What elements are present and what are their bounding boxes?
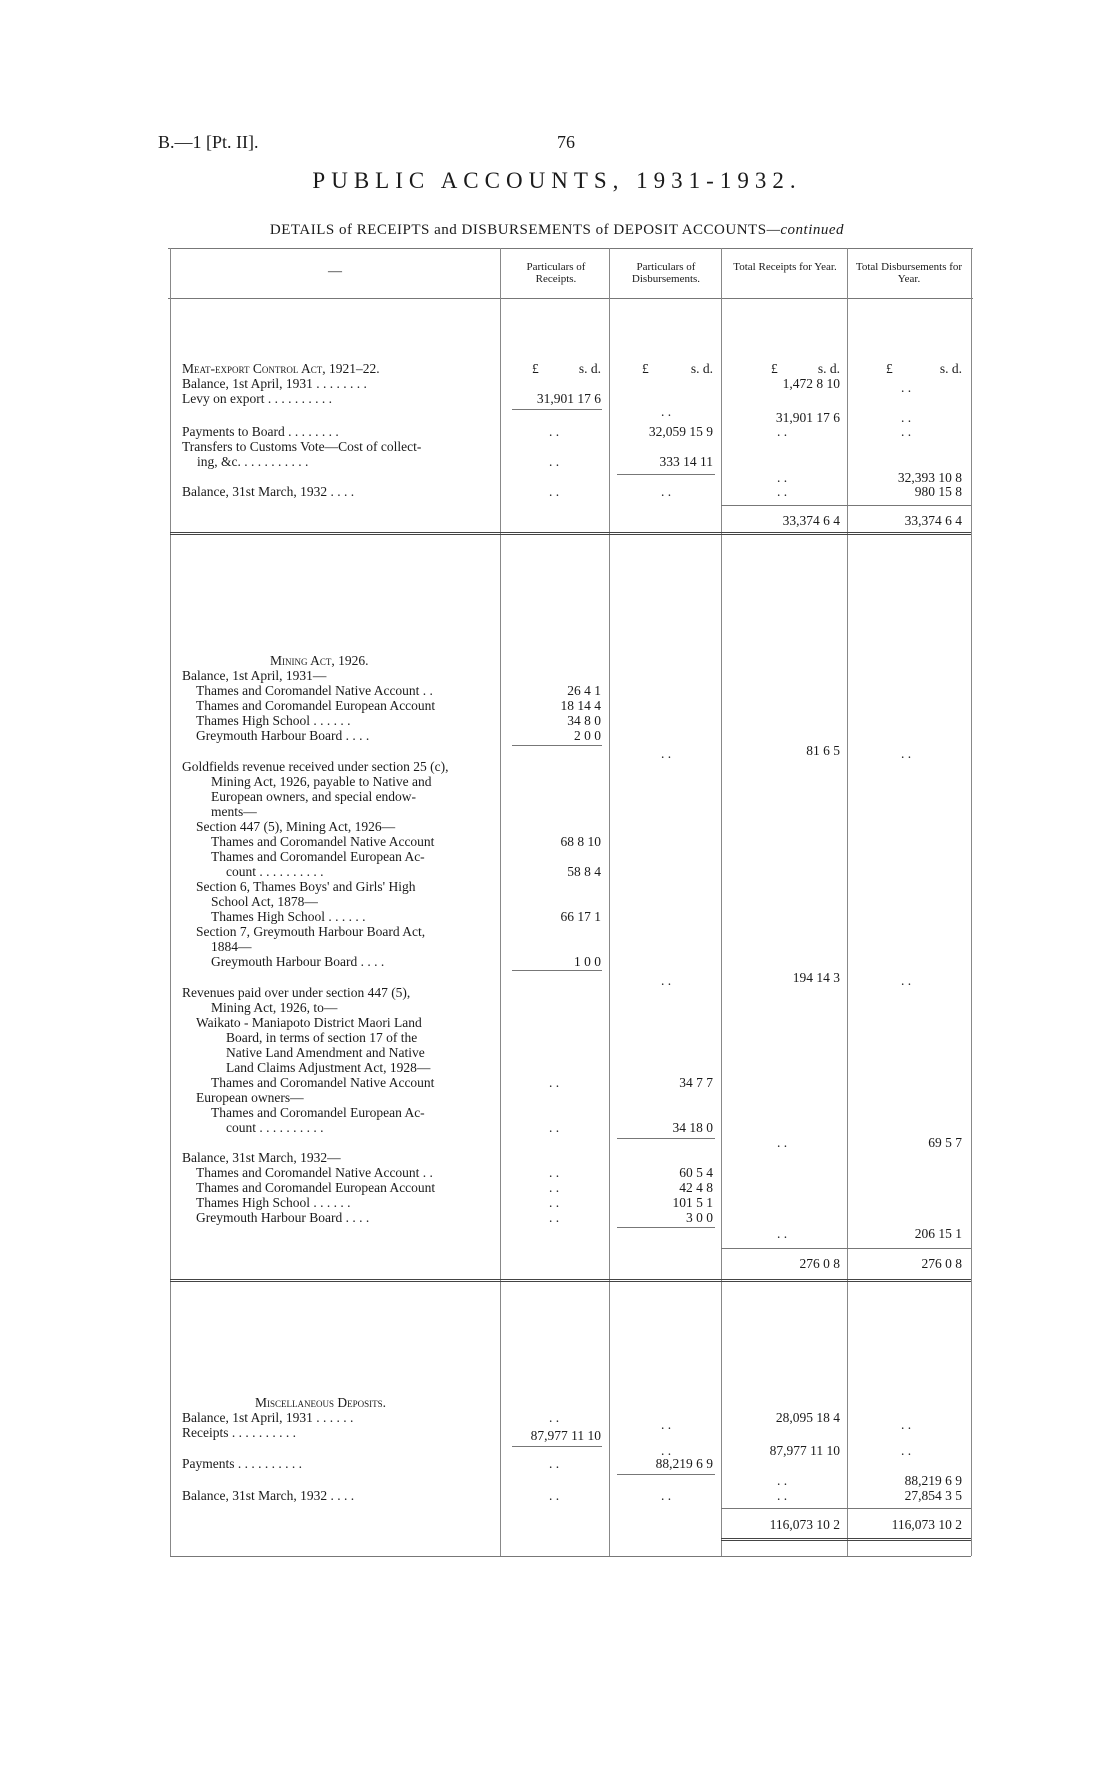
disb-amount: 3 0 0 xyxy=(686,1210,713,1225)
mining-line: European owners— xyxy=(196,1090,304,1105)
col-divider-3 xyxy=(721,248,722,1556)
mining-line: Mining Act, 1926, payable to Native and xyxy=(211,774,432,789)
section-end-rule xyxy=(170,532,971,535)
placeholder-dots: . . xyxy=(901,746,912,761)
mining-line: Thames High School . . . . . . xyxy=(196,713,351,728)
col-divider-1 xyxy=(500,248,501,1556)
placeholder-dots: . . xyxy=(549,1075,560,1090)
total-rule xyxy=(721,1248,971,1249)
subtotal-rule xyxy=(617,1227,715,1228)
total-receipts-opening: 81 6 5 xyxy=(806,743,840,758)
mining-line: Thames and Coromandel Native Account xyxy=(211,1075,435,1090)
total-receipts-goldfields: 194 14 3 xyxy=(792,970,840,985)
mining-line: 1884— xyxy=(211,939,252,954)
mining-line: European owners, and special endow- xyxy=(211,789,417,804)
sd-label: s. d. xyxy=(939,361,962,376)
table-right-border xyxy=(971,248,972,1556)
mining-line: Thames and Coromandel Native Account . . xyxy=(196,1165,433,1180)
line-receipts: Receipts . . . . . . . . . . xyxy=(182,1425,296,1440)
section-end-rule xyxy=(721,1538,971,1541)
placeholder-dots: . . xyxy=(549,424,560,439)
total-receipts-levy: 31,901 17 6 xyxy=(775,410,840,425)
placeholder-dots: . . xyxy=(661,1417,672,1432)
placeholder-dots: . . xyxy=(901,1417,912,1432)
grand-total-receipts: 33,374 6 4 xyxy=(782,513,840,528)
placeholder-dots: . . xyxy=(661,1443,672,1458)
pound-sign: £ xyxy=(642,361,649,376)
placeholder-dots: . . xyxy=(549,1488,560,1503)
mining-line: Board, in terms of section 17 of the xyxy=(226,1030,418,1045)
disb-payments: 88,219 6 9 xyxy=(655,1456,713,1471)
mining-line: Section 447 (5), Mining Act, 1926— xyxy=(196,819,396,834)
line-balance-close: Balance, 31st March, 1932 . . . . xyxy=(182,1488,355,1503)
placeholder-dots: . . xyxy=(901,380,912,395)
mining-line: ments— xyxy=(211,804,257,819)
total-disb-transfers: 32,393 10 8 xyxy=(897,470,962,485)
mining-line: Greymouth Harbour Board . . . . xyxy=(211,954,385,969)
sd-label: s. d. xyxy=(690,361,713,376)
mining-line: Thames and Coromandel European Ac- xyxy=(211,1105,425,1120)
placeholder-dots: . . xyxy=(777,1473,788,1488)
mining-line: Section 7, Greymouth Harbour Board Act, xyxy=(196,924,426,939)
section-heading: Miscellaneous Deposits. xyxy=(255,1395,387,1410)
placeholder-dots: . . xyxy=(661,404,672,419)
placeholder-dots: . . xyxy=(901,424,912,439)
col-header-disbursements: Particulars of Disbursements. xyxy=(631,261,701,285)
placeholder-dots: . . xyxy=(549,1165,560,1180)
mining-line: Waikato - Maniapoto District Maori Land xyxy=(196,1015,422,1030)
placeholder-dots: . . xyxy=(661,484,672,499)
placeholder-dots: . . xyxy=(549,1120,560,1135)
sd-label: s. d. xyxy=(817,361,840,376)
disb-transfers: 333 14 11 xyxy=(659,454,713,469)
placeholder-dots: . . xyxy=(777,484,788,499)
grand-total-disbursements: 116,073 10 2 xyxy=(891,1517,962,1532)
col-header-blank: — xyxy=(328,264,342,279)
col-divider-4 xyxy=(847,248,848,1556)
subtitle-continued: —continued xyxy=(766,222,845,238)
subtotal-rule xyxy=(512,745,602,746)
placeholder-dots: . . xyxy=(549,454,560,469)
receipt-amount: 18 14 4 xyxy=(560,698,601,713)
placeholder-dots: . . xyxy=(901,1443,912,1458)
document-reference: B.—1 [Pt. II]. xyxy=(158,132,259,152)
table-bottom-rule xyxy=(170,1556,971,1557)
disb-amount: 34 18 0 xyxy=(672,1120,713,1135)
receipt-amount: 87,977 11 10 xyxy=(530,1428,601,1443)
total-receipts-balance: 1,472 8 10 xyxy=(782,376,840,391)
table-left-border xyxy=(170,248,171,1556)
disb-amount: 34 7 7 xyxy=(679,1075,713,1090)
line-levy: Levy on export . . . . . . . . . . xyxy=(182,391,332,406)
mining-line: Balance, 31st March, 1932— xyxy=(182,1150,341,1165)
total-receipts-balance: 28,095 18 4 xyxy=(775,1410,840,1425)
placeholder-dots: . . xyxy=(777,1135,788,1150)
subtotal-rule xyxy=(617,474,715,475)
mining-line: Revenues paid over under section 447 (5), xyxy=(182,985,411,1000)
mining-line: Greymouth Harbour Board . . . . xyxy=(196,728,370,743)
page-subtitle xyxy=(0,222,1114,239)
header-bottom-rule xyxy=(168,298,973,299)
receipt-amount: 1 0 0 xyxy=(574,954,601,969)
placeholder-dots: . . xyxy=(549,1410,560,1425)
grand-total-receipts: 276 0 8 xyxy=(799,1256,840,1271)
placeholder-dots: . . xyxy=(777,1226,788,1241)
receipt-amount: 2 0 0 xyxy=(574,728,601,743)
line-payments: Payments . . . . . . . . . . xyxy=(182,1456,302,1471)
total-disb-revenues: 69 5 7 xyxy=(928,1135,962,1150)
receipt-amount: 68 8 10 xyxy=(560,834,601,849)
pound-sign: £ xyxy=(886,361,893,376)
mining-line: Thames High School . . . . . . xyxy=(211,909,366,924)
mining-line: Thames and Coromandel European Ac- xyxy=(211,849,425,864)
mining-line: Native Land Amendment and Native xyxy=(226,1045,425,1060)
mining-line: Thames and Coromandel European Account xyxy=(196,1180,436,1195)
line-transfers-cont: ing, &c. . . . . . . . . . . xyxy=(197,454,309,469)
mining-line: count . . . . . . . . . . xyxy=(226,864,324,879)
placeholder-dots: . . xyxy=(549,1456,560,1471)
total-receipts-receipts: 87,977 11 10 xyxy=(769,1443,840,1458)
placeholder-dots: . . xyxy=(777,424,788,439)
line-payments: Payments to Board . . . . . . . . xyxy=(182,424,339,439)
placeholder-dots: . . xyxy=(549,1210,560,1225)
col-header-receipts: Particulars of Receipts. xyxy=(526,261,586,285)
mining-line: Balance, 1st April, 1931— xyxy=(182,668,327,683)
placeholder-dots: . . xyxy=(901,973,912,988)
placeholder-dots: . . xyxy=(549,1195,560,1210)
receipt-amount: 66 17 1 xyxy=(560,909,601,924)
section-end-rule xyxy=(170,1279,971,1282)
disb-amount: 42 4 8 xyxy=(679,1180,713,1195)
subtotal-rule xyxy=(512,970,602,971)
col-header-total-disbursements: Total Disbursements for Year. xyxy=(855,261,963,285)
mining-line: Thames and Coromandel Native Account xyxy=(211,834,435,849)
total-disb-balance: 206 15 1 xyxy=(914,1226,962,1241)
grand-total-disbursements: 276 0 8 xyxy=(921,1256,962,1271)
disb-amount: 101 5 1 xyxy=(672,1195,713,1210)
mining-line: Goldfields revenue received under section 25 (c), xyxy=(182,759,449,774)
placeholder-dots: . . xyxy=(777,470,788,485)
sd-label: s. d. xyxy=(578,361,601,376)
pound-sign: £ xyxy=(771,361,778,376)
placeholder-dots: . . xyxy=(661,746,672,761)
line-balance-open: Balance, 1st April, 1931 . . . . . . xyxy=(182,1410,354,1425)
placeholder-dots: . . xyxy=(901,410,912,425)
total-rule xyxy=(721,1508,971,1509)
page-title: PUBLIC ACCOUNTS, 1931-1932. xyxy=(312,168,802,193)
mining-line: Land Claims Adjustment Act, 1928— xyxy=(226,1060,431,1075)
placeholder-dots: . . xyxy=(661,973,672,988)
receipt-amount: 58 8 4 xyxy=(567,864,601,879)
grand-total-receipts: 116,073 10 2 xyxy=(769,1517,840,1532)
subtotal-rule xyxy=(617,1474,715,1475)
section-heading: Mining Act, 1926. xyxy=(270,653,369,668)
mining-line: Thames High School . . . . . . xyxy=(196,1195,351,1210)
mining-line: count . . . . . . . . . . xyxy=(226,1120,324,1135)
subtitle-main: DETAILS of RECEIPTS and DISBURSEMENTS of DEPOSIT ACCOUNTS xyxy=(269,222,767,238)
section-heading: Meat-export Control Act, 1921–22. xyxy=(182,361,380,376)
placeholder-dots: . . xyxy=(549,1180,560,1195)
mining-line: School Act, 1878— xyxy=(211,894,318,909)
mining-line: Thames and Coromandel Native Account . . xyxy=(196,683,433,698)
placeholder-dots: . . xyxy=(549,484,560,499)
placeholder-dots: . . xyxy=(661,1488,672,1503)
line-balance-open: Balance, 1st April, 1931 . . . . . . . . xyxy=(182,376,367,391)
receipt-amount: 26 4 1 xyxy=(567,683,601,698)
grand-total-disbursements: 33,374 6 4 xyxy=(904,513,962,528)
receipt-levy: 31,901 17 6 xyxy=(536,391,601,406)
line-balance-close: Balance, 31st March, 1932 . . . . xyxy=(182,484,355,499)
disb-payments: 32,059 15 9 xyxy=(648,424,713,439)
total-rule xyxy=(721,505,971,506)
subtotal-rule xyxy=(617,1138,715,1139)
mining-line: Mining Act, 1926, to— xyxy=(211,1000,338,1015)
subtotal-rule xyxy=(512,1446,602,1447)
total-disb-payments: 88,219 6 9 xyxy=(904,1473,962,1488)
mining-line: Section 6, Thames Boys' and Girls' High xyxy=(196,879,416,894)
total-disb-balance: 27,854 3 5 xyxy=(904,1488,962,1503)
mining-line: Greymouth Harbour Board . . . . xyxy=(196,1210,370,1225)
line-transfers: Transfers to Customs Vote—Cost of collect- xyxy=(182,439,422,454)
mining-line: Thames and Coromandel European Account xyxy=(196,698,436,713)
pound-sign: £ xyxy=(532,361,539,376)
page-number: 76 xyxy=(557,132,575,152)
subtotal-rule xyxy=(512,409,602,410)
col-header-total-receipts: Total Receipts for Year. xyxy=(733,261,837,273)
receipt-amount: 34 8 0 xyxy=(567,713,601,728)
col-divider-2 xyxy=(609,248,610,1556)
table-top-rule xyxy=(168,248,973,249)
disb-amount: 60 5 4 xyxy=(679,1165,713,1180)
total-disb-balance: 980 15 8 xyxy=(914,484,962,499)
placeholder-dots: . . xyxy=(777,1488,788,1503)
